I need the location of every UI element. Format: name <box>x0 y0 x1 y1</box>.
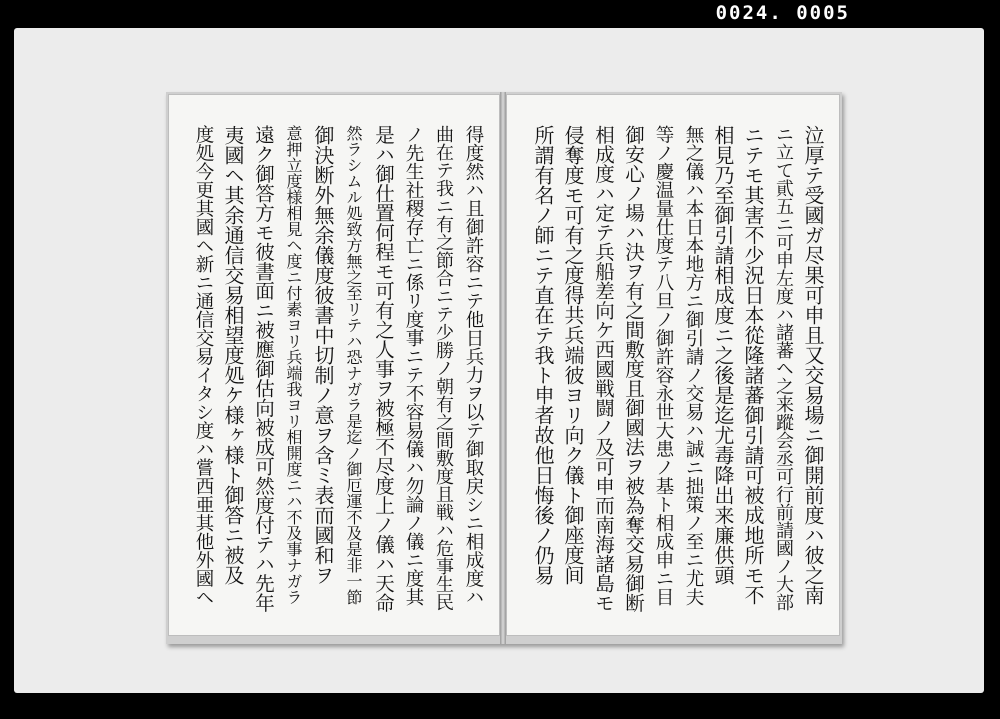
frame-number: 0024. 0005 <box>715 2 850 24</box>
text-column: 御決断外無余儀度彼書中切制ノ意ヲ含ミ表而國和ヲ <box>311 125 335 585</box>
text-column: 所謂有名ノ師ニテ直在テ我ト申者故他日悔後ノ仍易 <box>531 125 555 585</box>
left-page <box>168 94 500 636</box>
text-column: 無之儀ハ本日本地方ニ御引請ノ交易ハ誠ニ拙策ノ至ニ尤夫 <box>683 125 704 606</box>
text-column: 泣厚テ受國ガ尽果可申且又交易場ニ御開前度ハ彼之南 <box>801 125 825 605</box>
text-column: ニテモ其害不少況日本從隆諸蕃御引請可被成地所モ不 <box>741 125 765 605</box>
open-book <box>166 92 842 644</box>
text-column: 御安心ノ場ハ決ヲ有之間敷度且御國法ヲ被為奪交易御断 <box>622 125 645 613</box>
text-column: 度処今更其國ヘ新ニ通信交易イタシ度ハ嘗西亜其他外國ヘ <box>193 125 214 606</box>
text-column: ニ立て貮五ニ可申左度ハ諸蕃ヘ之来蹤会丞可行前請國ノ大部 <box>773 125 794 611</box>
text-column: 等ノ慶温量仕度テ八旦ノ御許容永世大患ノ基ト相成申ニ目 <box>653 125 674 606</box>
text-column: 意押立度様相見ヘ度ニ付素ヨリ兵端我ヨリ相開度ニハ不及事ナガラ <box>284 125 303 605</box>
text-column: 是ハ御仕置何程モ可有之人事ヲ被極不尽度上ノ儀ハ天命 <box>372 125 395 613</box>
text-column: 相成度ハ定テ兵船差向ケ西國戦闘ノ及可申而南海諸島モ <box>592 125 615 613</box>
right-page <box>506 94 840 636</box>
text-column: 侵奪度モ可有之度得共兵端彼ヨリ向ク儀ト御座度间 <box>561 125 585 585</box>
text-column: 曲在テ我ニ有之節合ニテ少勝ノ朝有之間敷度且戦ハ危事生民 <box>433 125 454 611</box>
text-column: 遠ク御答方モ彼書面ニ被應御估向被成可然度付テハ先年 <box>252 125 275 613</box>
text-column: 相見乃至御引請相成度ニ之後是迄尤毒降出来廉供頭 <box>711 125 735 585</box>
text-column: 夷國ヘ其余通信交易相望度処ケ様ヶ様ト御答ニ被及 <box>221 125 245 585</box>
text-column: ノ先生社稷存亡ニ係リ度事ニテ不容易儀ハ勿論ノ儀ニ度其 <box>403 125 424 606</box>
text-column: 然ラシムル処致方無之至リテハ恐ナガラ是迄ノ御厄運不及是非一節 <box>344 125 363 605</box>
text-column: 得度然ハ且御許容ニテ他日兵力ヲ以テ御取戻シニ相成度ハ <box>463 125 484 606</box>
